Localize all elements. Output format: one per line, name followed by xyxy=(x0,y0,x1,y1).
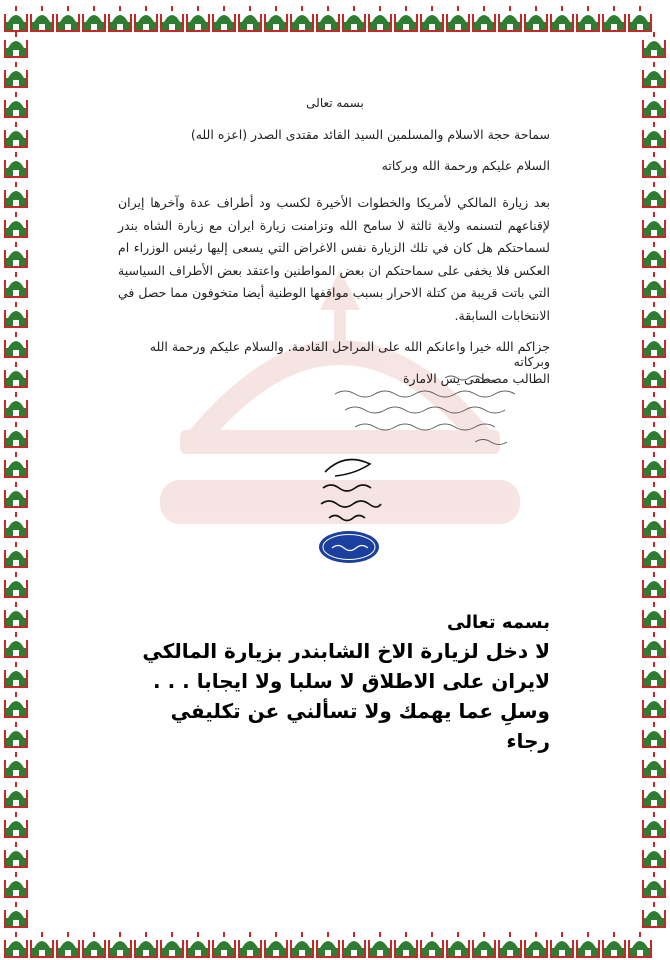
letter-sender: الطالب مصطفى يس الامارة xyxy=(403,371,550,386)
frame-top-border xyxy=(0,4,670,34)
transcription-line-5: رجاء xyxy=(506,729,550,753)
signature xyxy=(315,452,385,532)
transcription-line-1: بسمه تعالى xyxy=(447,612,550,633)
frame-bottom-border xyxy=(0,930,670,960)
letter-closing: جزاكم الله خيرا واعانكم الله على المراحل القادمة. والسلام عليكم ورحمة الله وبركاته xyxy=(149,339,550,369)
transcription-line-2: لا دخل لزيارة الاخ الشابندر بزيارة المالكي xyxy=(142,639,550,663)
letter-body: بعد زيارة المالكي لأمريكا والخطوات الأخيرة لكسب ود أطراف عدة وآخرها إيران لإقناعهم لتسنمه ولاية ثالثة لا سامح الله وتزامنت زيارة ايران مع زيارة الشاه بندر لسماحتكم هل كان في تلك الزيارة نفس الاغراض التي يسعى إليها رئيس الوزراء ام العكس فلا يخفى على سماحتكم ان بعض المواطنين واعتقد بعض الأطراف السياسية التي باتت قريبة من كتلة الاحرار بسبب مواقفها الوطنية أيضا متخوفون مما حصل في الانتخابات السابقة. xyxy=(118,195,550,323)
reply-transcription xyxy=(130,610,550,756)
handwritten-reply xyxy=(325,372,530,452)
letter-basmala: بسمه تعالى xyxy=(306,96,364,110)
mosque-icon-row-top xyxy=(0,4,670,34)
transcription-line-3: لايران على الاطلاق لا سلبا ولا ايجابا . . . xyxy=(153,669,550,693)
transcription-line-4: وسلِ عما يهمك ولا تسألني عن تكليفي xyxy=(170,699,550,723)
seal-stamp xyxy=(318,530,380,564)
mosque-icon-column-right xyxy=(640,30,668,930)
frame-left-border xyxy=(2,30,30,930)
letter-addressee: سماحة حجة الاسلام والمسلمين السيد القائد مقتدى الصدر (اعزه الله) xyxy=(190,127,550,142)
mosque-icon-column-left xyxy=(2,30,30,930)
letter-greeting: السلام عليكم ورحمة الله وبركاته xyxy=(381,158,550,173)
mosque-icon-row-bottom xyxy=(0,930,670,960)
frame-right-border xyxy=(640,30,668,930)
